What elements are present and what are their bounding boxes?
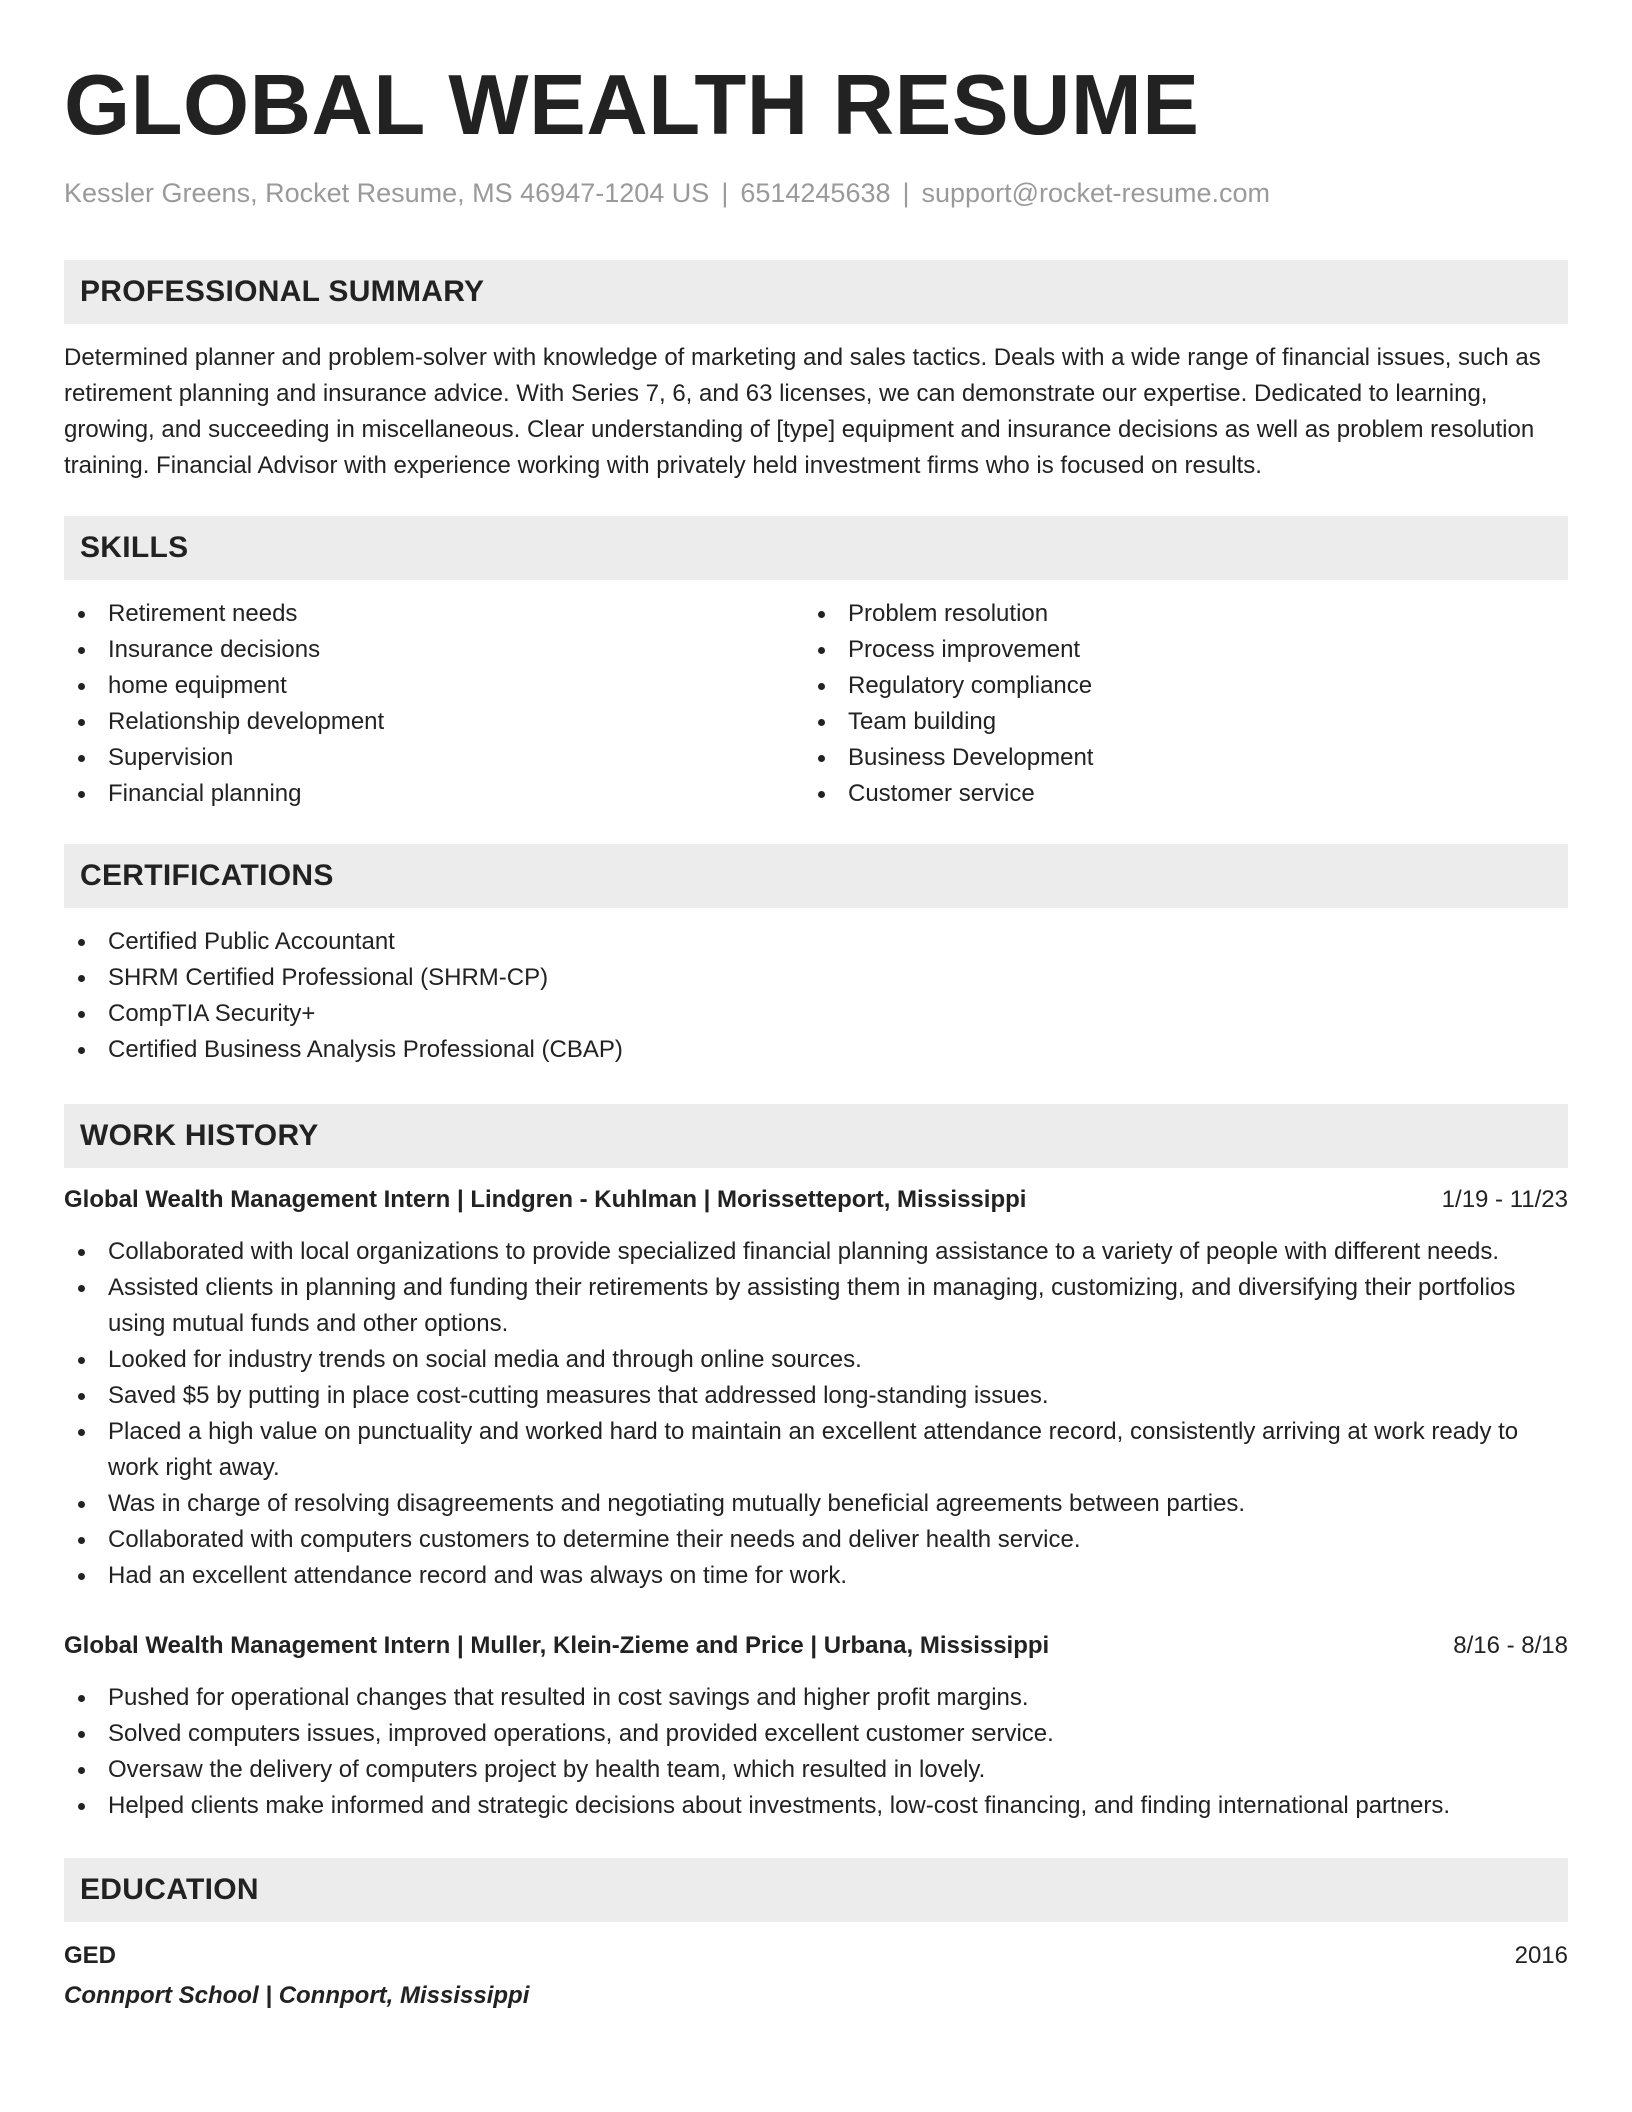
job-header [64, 1182, 1568, 1218]
skill-item: Team building [804, 704, 1544, 740]
certifications-list [64, 924, 1568, 1068]
job-bullet: Collaborated with computers customers to determine their needs and deliver health service. [64, 1522, 1568, 1558]
summary-section-header [64, 260, 1568, 324]
certifications-title: CERTIFICATIONS [80, 859, 334, 892]
job-bullet: Was in charge of resolving disagreements and negotiating mutually beneficial agreements between parties. [64, 1486, 1568, 1522]
job-bullet: Looked for industry trends on social media and through online sources. [64, 1342, 1568, 1378]
job-entry [64, 1182, 1568, 1594]
skill-item: Supervision [64, 740, 804, 776]
certification-item: Certified Public Accountant [64, 924, 1568, 960]
work-title: WORK HISTORY [80, 1119, 319, 1152]
skill-item: Customer service [804, 776, 1544, 812]
education-section-header [64, 1858, 1568, 1922]
skills-column-left [64, 596, 804, 812]
skill-item: Business Development [804, 740, 1544, 776]
contact-phone: 6514245638 [740, 178, 891, 208]
contact-email: support@rocket-resume.com [921, 178, 1271, 208]
education-header [64, 1938, 1568, 1974]
skill-item: Process improvement [804, 632, 1544, 668]
job-bullet: Assisted clients in planning and funding their retirements by assisting them in managing, customizing, and diversifying their portfolios using mutual funds and other options. [64, 1270, 1568, 1342]
summary-text: Determined planner and problem-solver with knowledge of marketing and sales tactics. Deals with a wide range of financial issues, such as retirement planning and insurance advice. With Series 7, 6, and 63 licenses, we can demonstrate our expertise. Dedicated to learning, growing, and succeeding in miscellaneous. Clear understanding of [type] equipment and insurance decisions as well as problem resolution training. Financial Advisor with experience working with privately held investment firms who is focused on results. [64, 344, 1541, 479]
contact-separator: | [721, 178, 729, 208]
contact-separator: | [902, 178, 910, 208]
resume-name: GLOBAL WEALTH RESUME [64, 58, 1200, 153]
skill-item: home equipment [64, 668, 804, 704]
skill-item: Financial planning [64, 776, 804, 812]
education-school: Connport School | Connport, Mississippi [64, 1982, 530, 2009]
job-dates: 8/16 - 8/18 [1453, 1632, 1568, 1659]
education-year: 2016 [1514, 1942, 1568, 1969]
job-bullet: Collaborated with local organizations to provide specialized financial planning assistance to a variety of people with different needs. [64, 1234, 1568, 1270]
skill-item: Relationship development [64, 704, 804, 740]
job-bullet: Oversaw the delivery of computers project by health team, which resulted in lovely. [64, 1752, 1568, 1788]
resume-header [64, 0, 1568, 210]
summary-title: PROFESSIONAL SUMMARY [80, 275, 485, 308]
skills-list [64, 596, 1568, 812]
job-header [64, 1628, 1568, 1664]
work-section-header [64, 1104, 1568, 1168]
job-bullet: Helped clients make informed and strategic decisions about investments, low-cost financing, and finding international partners. [64, 1788, 1568, 1824]
certification-item: SHRM Certified Professional (SHRM-CP) [64, 960, 1568, 996]
contact-address: Kessler Greens, Rocket Resume, MS 46947-1204 US [64, 178, 710, 208]
education-title: EDUCATION [80, 1873, 259, 1906]
job-bullets [64, 1234, 1568, 1594]
skill-item: Regulatory compliance [804, 668, 1544, 704]
contact-line [64, 176, 1568, 210]
skills-title: SKILLS [80, 531, 189, 564]
job-bullet: Had an excellent attendance record and was always on time for work. [64, 1558, 1568, 1594]
skill-item: Insurance decisions [64, 632, 804, 668]
job-bullets [64, 1680, 1568, 1824]
skills-column-right [804, 596, 1544, 812]
education-degree: GED [64, 1942, 117, 1969]
skills-section-header [64, 516, 1568, 580]
job-heading: Global Wealth Management Intern | Muller, Klein-Zieme and Price | Urbana, Mississippi [64, 1632, 1050, 1659]
certification-item: CompTIA Security+ [64, 996, 1568, 1032]
job-entry [64, 1628, 1568, 1824]
education-entry [64, 1938, 1568, 2014]
job-heading: Global Wealth Management Intern | Lindgren - Kuhlman | Morissetteport, Mississippi [64, 1186, 1027, 1213]
skill-item: Problem resolution [804, 596, 1544, 632]
job-bullet: Placed a high value on punctuality and worked hard to maintain an excellent attendance record, consistently arriving at work ready to work right away. [64, 1414, 1568, 1486]
job-bullet: Saved $5 by putting in place cost-cutting measures that addressed long-standing issues. [64, 1378, 1568, 1414]
certification-item: Certified Business Analysis Professional (CBAP) [64, 1032, 1568, 1068]
skill-item: Retirement needs [64, 596, 804, 632]
job-bullet: Pushed for operational changes that resulted in cost savings and higher profit margins. [64, 1680, 1568, 1716]
certifications-section-header [64, 844, 1568, 908]
job-dates: 1/19 - 11/23 [1441, 1186, 1568, 1213]
job-bullet: Solved computers issues, improved operations, and provided excellent customer service. [64, 1716, 1568, 1752]
